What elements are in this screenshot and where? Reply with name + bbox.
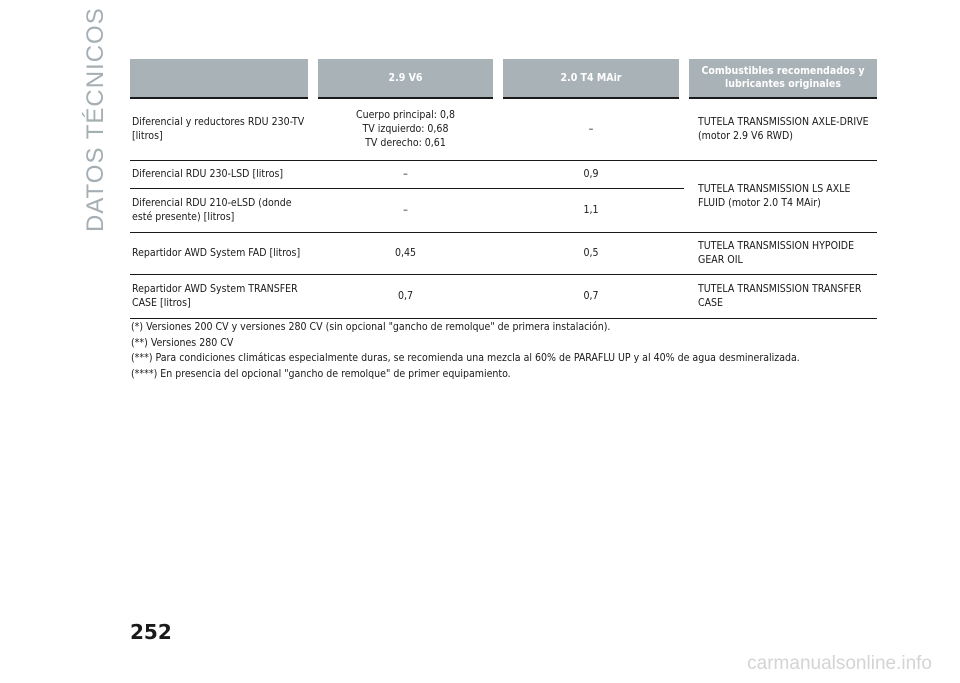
footnotes: [131, 320, 891, 382]
section-title-text: DATOS TÉCNICOS: [82, 7, 109, 232]
header-lubricants: Combustibles recomendados y lubricantes originales: [684, 59, 877, 98]
table-row: [130, 98, 877, 160]
header-v6: 2.9 V6: [313, 59, 498, 98]
watermark: carmanualsonline.info: [747, 653, 932, 674]
row-lubricant: TUTELA TRANSMISSION HYPOIDE GEAR OIL: [698, 240, 855, 266]
row-t4-value: –: [588, 123, 594, 136]
row-v6-value: 0,7: [397, 290, 414, 302]
row-t4-value: 1,1: [583, 204, 599, 216]
row-v6-value: –: [313, 160, 498, 188]
row-label: Repartidor AWD System FAD [litros]: [132, 247, 301, 259]
section-title-vertical: [80, 7, 120, 232]
row-t4-value: 0,7: [583, 290, 599, 302]
row-label: Repartidor AWD System TRANSFER CASE [litros]: [132, 283, 298, 309]
page-number: 252: [130, 620, 172, 644]
footnote: (**) Versiones 280 CV: [131, 336, 234, 349]
table-row: [130, 274, 877, 318]
row-label: Diferencial y reductores RDU 230-TV [litros]: [132, 116, 305, 143]
table-row: [130, 160, 877, 188]
row-t4-value: 0,9: [498, 160, 684, 188]
table-header-row: [130, 59, 877, 98]
header-empty: [130, 59, 313, 98]
row-t4-value: 0,5: [583, 247, 599, 259]
row-label: Diferencial RDU 210-eLSD (donde esté presente) [litros]: [132, 197, 292, 223]
lubricants-table: [130, 59, 877, 319]
table-row: [130, 232, 877, 274]
row-v6-value: Cuerpo principal: 0,8 TV izquierdo: 0,68 TV derecho: 0,61: [356, 109, 455, 150]
row-lubricant-shared: TUTELA TRANSMISSION LS AXLE FLUID (motor 2.0 T4 MAir): [684, 160, 877, 232]
footnote: (***) Para condiciones climáticas especialmente duras, se recomienda una mezcla al 60% de PARAFLU UP y al 40% de agua desmineralizada.: [131, 352, 800, 364]
row-lubricant: TUTELA TRANSMISSION AXLE-DRIVE (motor 2.9 V6 RWD): [698, 116, 869, 143]
row-v6-value: –: [403, 204, 408, 216]
footnote: (*) Versiones 200 CV y versiones 280 CV (sin opcional "gancho de remolque" de primera instalación).: [131, 321, 611, 333]
row-v6-value: 0,45: [394, 247, 417, 259]
header-t4: 2.0 T4 MAir: [498, 59, 684, 98]
footnote: (****) En presencia del opcional "gancho de remolque" de primer equipamiento.: [131, 367, 511, 380]
row-lubricant: TUTELA TRANSMISSION TRANSFER CASE: [698, 283, 862, 309]
row-label: Diferencial RDU 230-LSD [litros]: [130, 160, 313, 188]
